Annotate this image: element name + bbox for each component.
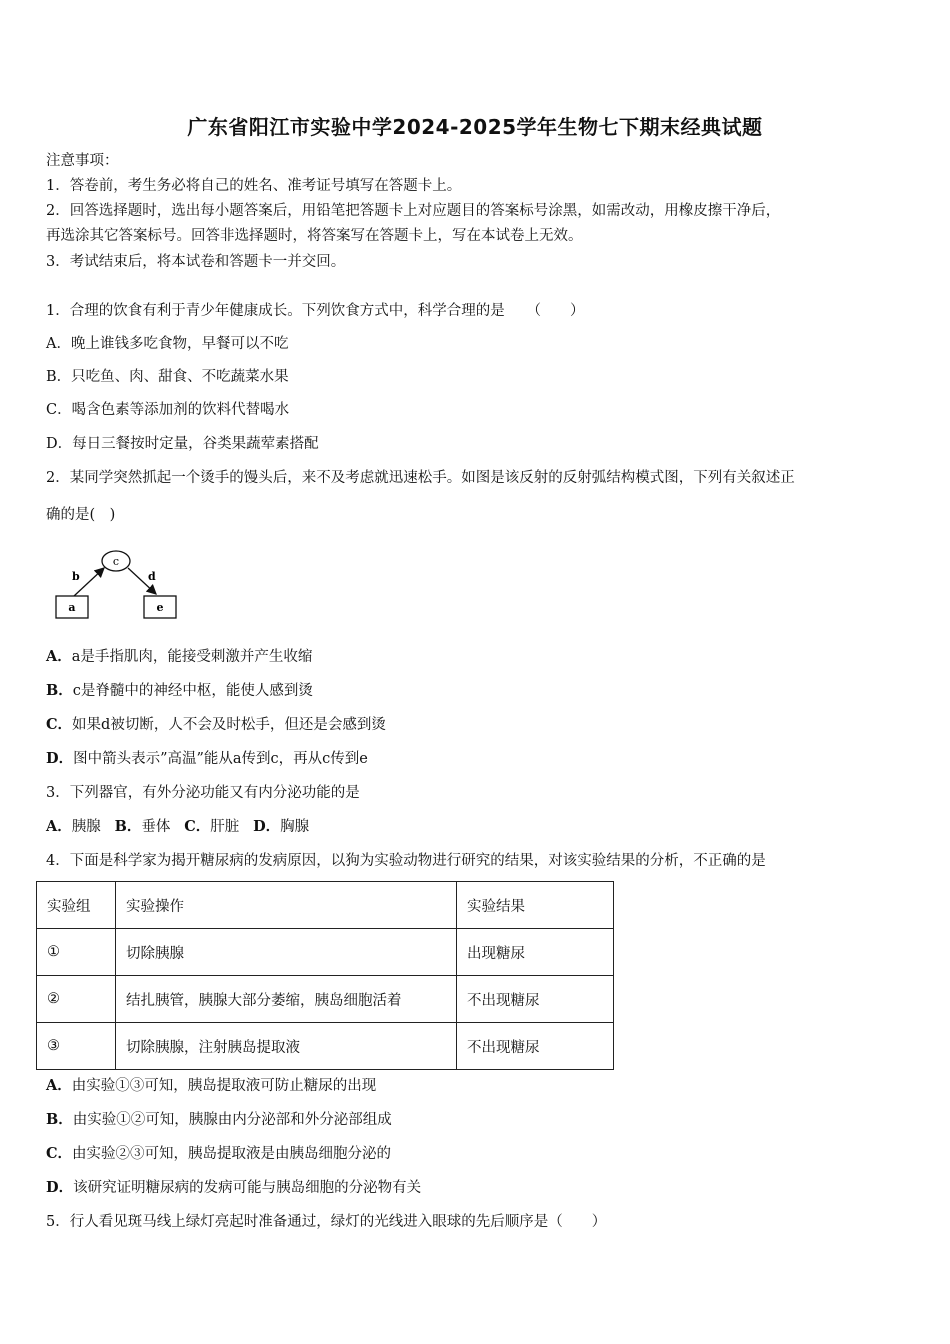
question-1-stem: 1．合理的饮食有利于青少年健康成长。下列饮食方式中，科学合理的是 （ ） (46, 303, 585, 319)
option-label: C． (46, 1145, 73, 1162)
question-3-options (46, 817, 309, 837)
option-label: D． (46, 1179, 74, 1196)
experiment-table (36, 881, 614, 1070)
node-e-label: e (156, 601, 164, 614)
option-label: B． (46, 1111, 73, 1128)
question-4-option-a (46, 1076, 376, 1096)
table-row (37, 976, 614, 1023)
question-2-option-a (46, 647, 312, 667)
table-cell: ① (37, 929, 116, 976)
question-2-option-b (46, 681, 313, 701)
question-2-option-d (46, 749, 368, 769)
label-b: b (72, 570, 80, 583)
notice-item: 3．考试结束后，将本试卷和答题卡一并交回。 (46, 254, 346, 270)
option-label: B． (46, 682, 73, 699)
question-4-option-d (46, 1178, 421, 1198)
notice-item: 1．答卷前，考生务必将自己的姓名、准考证号填写在答题卡上。 (46, 178, 462, 194)
table-cell: ③ (37, 1023, 116, 1070)
table-cell: 切除胰腺 (116, 929, 457, 976)
page-title: 广东省阳江市实验中学2024-2025学年生物七下期末经典试题 (187, 115, 763, 139)
option-text: a是手指肌肉，能接受刺激并产生收缩 (71, 649, 313, 665)
table-header-cell: 实验操作 (116, 882, 457, 929)
notice-item: 2．回答选择题时，选出每小题答案后，用铅笔把答题卡上对应题目的答案标号涂黑，如需改动，用橡皮擦干净后， (46, 203, 781, 219)
question-4-option-c (46, 1144, 391, 1164)
reflex-arc-diagram (50, 546, 190, 626)
question-1-option-d: D．每日三餐按时定量，谷类果蔬荤素搭配 (46, 436, 319, 452)
option-text: c是脊髓中的神经中枢，能使人感到烫 (72, 683, 313, 699)
table-cell: 结扎胰管，胰腺大部分萎缩，胰岛细胞活着 (116, 976, 457, 1023)
question-4-stem: 4．下面是科学家为揭开糖尿病的发病原因，以狗为实验动物进行研究的结果，对该实验结果的分析，不正确的是 (46, 853, 766, 869)
option-text: 该研究证明糖尿病的发病可能与胰岛细胞的分泌物有关 (73, 1180, 422, 1196)
option-label: C． (184, 818, 211, 835)
label-d: d (148, 570, 156, 583)
node-a-label: a (68, 601, 76, 614)
option-text: 图中箭头表示”高温”能从a传到c，再从c传到e (73, 751, 368, 767)
option-text: 垂体 (141, 819, 171, 835)
option-text: 胰腺 (71, 819, 101, 835)
option-text: 肝脏 (210, 819, 240, 835)
question-2-stem: 2．某同学突然抓起一个烫手的馒头后，来不及考虑就迅速松手。如图是该反射的反射弧结构模式图，下列有关叙述正 (46, 470, 795, 486)
option-label: D． (46, 750, 74, 767)
table-cell: 出现糖尿 (457, 929, 614, 976)
node-c-label: c (112, 555, 120, 568)
option-label: D． (253, 818, 281, 835)
option-text: 由实验②③可知，胰岛提取液是由胰岛细胞分泌的 (72, 1146, 392, 1162)
question-2-option-c (46, 715, 386, 735)
question-1-option-c: C．喝含色素等添加剂的饮料代替喝水 (46, 402, 290, 418)
option-label: A． (46, 818, 72, 835)
question-3-stem: 3．下列器官，有外分泌功能又有内分泌功能的是 (46, 785, 360, 801)
option-label: A． (46, 1077, 72, 1094)
notice-heading: 注意事项： (46, 153, 119, 169)
table-cell: 不出现糖尿 (457, 1023, 614, 1070)
table-header-cell: 实验结果 (457, 882, 614, 929)
table-row (37, 1023, 614, 1070)
option-text: 由实验①③可知，胰岛提取液可防止糖尿的出现 (71, 1078, 377, 1094)
question-1-option-a: A．晚上谁钱多吃食物，早餐可以不吃 (46, 336, 289, 352)
table-cell: 不出现糖尿 (457, 976, 614, 1023)
question-5-stem: 5．行人看见斑马线上绿灯亮起时准备通过，绿灯的光线进入眼球的先后顺序是（ ） (46, 1214, 607, 1230)
option-text: 胸腺 (280, 819, 310, 835)
question-4-option-b (46, 1110, 392, 1130)
option-text: 如果d被切断，人不会及时松手，但还是会感到烫 (72, 717, 386, 733)
option-label: B． (114, 818, 142, 835)
notice-item: 再选涂其它答案标号。回答非选择题时，将答案写在答题卡上，写在本试卷上无效。 (46, 228, 583, 244)
table-row (37, 929, 614, 976)
option-label: A． (46, 648, 72, 665)
table-header-row (37, 882, 614, 929)
table-cell: 切除胰腺，注射胰岛提取液 (116, 1023, 457, 1070)
question-2-stem-cont: 确的是( ) (46, 507, 116, 523)
option-label: C． (46, 716, 73, 733)
option-text: 由实验①②可知，胰腺由内分泌部和外分泌部组成 (72, 1112, 392, 1128)
table-cell: ② (37, 976, 116, 1023)
question-1-option-b: B．只吃鱼、肉、甜食、不吃蔬菜水果 (46, 369, 289, 385)
table-header-cell: 实验组 (37, 882, 116, 929)
